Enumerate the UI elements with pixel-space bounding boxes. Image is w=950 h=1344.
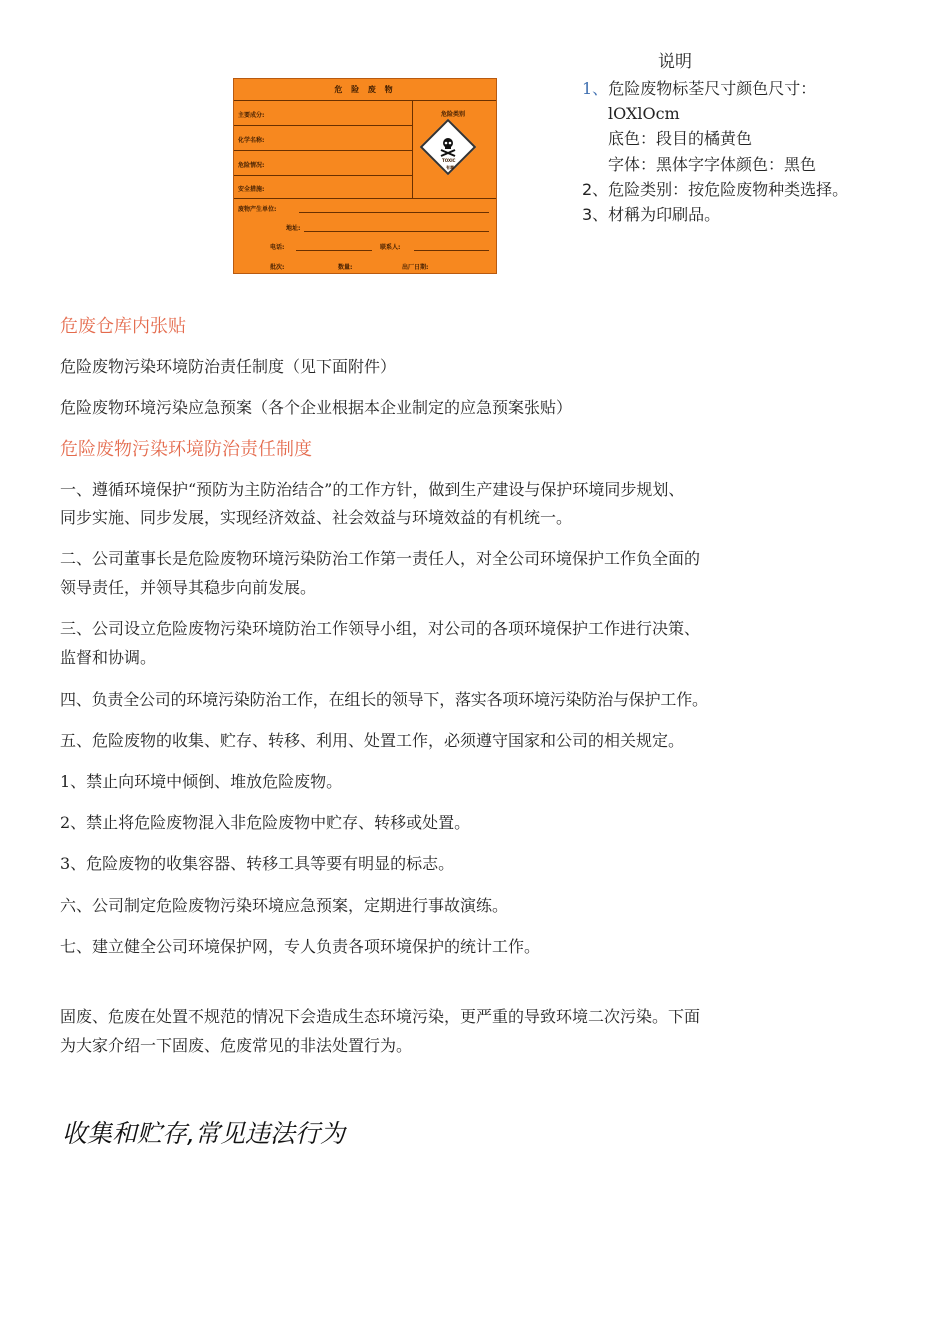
- paragraph: 二、公司董事长是危险废物环境污染防治工作第一责任人，对全公司环境保护工作负全面的: [60, 549, 701, 568]
- field-batch: 批次:: [270, 264, 285, 271]
- symbol-sub: 有毒: [446, 165, 454, 170]
- field-hazard-info: 危险情况:: [238, 162, 265, 169]
- symbol-text: TOXIC: [442, 158, 456, 163]
- field-safety-measures: 安全措施:: [238, 186, 265, 193]
- paragraph: 危险废物污染环境防治责任制度（见下面附件）: [60, 357, 397, 376]
- explanation-item2: 2、危险类别：按危险废物种类选择。: [582, 180, 849, 199]
- field-contact: 联系人:: [380, 244, 401, 251]
- field-phone: 电话:: [270, 244, 285, 251]
- section-heading-illegal-acts: 收集和贮存,常见违法行为: [62, 1119, 345, 1148]
- explanation-item1: [582, 76, 816, 101]
- paragraph: 四、负责全公司的环境污染防治工作，在组长的领导下，落实各项环境污染防治与保护工作。: [60, 690, 708, 709]
- hazard-waste-label: [233, 78, 497, 274]
- paragraph: 六、公司制定危险废物污染环境应急预案，定期进行事故演练。: [60, 896, 509, 915]
- explanation-item3: 3、材稱为印刷品。: [582, 205, 721, 224]
- explanation-bg-color: 底色：段目的橘黄色: [608, 129, 753, 148]
- paragraph: 三、公司设立危险废物污染环境防治工作领导小组，对公司的各项环境保护工作进行决策、: [60, 619, 701, 638]
- section-heading-responsibility: 危险废物污染环境防治责任制度: [60, 439, 312, 460]
- section-heading-warehouse: 危废仓库内张贴: [60, 316, 186, 337]
- hazard-category-label: 危险类别: [440, 111, 465, 118]
- paragraph: 为大家介绍一下固废、危废常见的非法处置行为。: [60, 1036, 413, 1055]
- field-address: 地址:: [286, 225, 301, 232]
- paragraph: 五、危险废物的收集、贮存、转移、利用、处置工作，必须遵守国家和公司的相关规定。: [60, 731, 685, 750]
- rule-item: 2、禁止将危险废物混入非危险废物中贮存、转移或处置。: [60, 813, 471, 832]
- rule-item: 1、禁止向环境中倾倒、堆放危险废物。: [60, 772, 343, 791]
- field-chemical-name: 化学名称:: [238, 137, 265, 144]
- paragraph: 固废、危废在处置不规范的情况下会造成生态环境污染，更严重的导致环境二次污染。下面: [60, 1007, 701, 1026]
- field-date: 出厂日期:: [402, 264, 429, 271]
- explanation-font: 字体：黑体字字体颜色：黑色: [608, 155, 817, 174]
- field-quantity: 数量:: [338, 264, 353, 271]
- paragraph: 领导责任，并领导其稳步向前发展。: [60, 578, 317, 597]
- field-producer: 废物产生单位:: [238, 206, 277, 213]
- item1-number: 1、: [582, 79, 609, 98]
- explanation-size: lOXlOcm: [608, 104, 680, 123]
- rule-item: 3、危险废物的收集容器、转移工具等要有明显的标志。: [60, 854, 455, 873]
- field-main-component: 主要成分:: [238, 112, 265, 119]
- paragraph: 危险废物环境污染应急预案（各个企业根据本企业制定的应急预案张贴）: [60, 398, 573, 417]
- explanation-title: 说明: [658, 52, 692, 72]
- paragraph: 一、遵循环境保护“预防为主防治结合”的工作方针，做到生产建设与保护环境同步规划、: [60, 480, 685, 499]
- item1-text: 危险废物标荃尺寸颜色尺寸：: [608, 79, 817, 98]
- label-divider: [412, 101, 413, 198]
- label-title: 危 险 废 物: [234, 79, 496, 101]
- paragraph: 监督和协调。: [60, 648, 157, 667]
- paragraph: 七、建立健全公司环境保护网，专人负责各项环境保护的统计工作。: [60, 937, 541, 956]
- paragraph: 同步实施、同步发展，实现经济效益、社会效益与环境效益的有机统一。: [60, 508, 573, 527]
